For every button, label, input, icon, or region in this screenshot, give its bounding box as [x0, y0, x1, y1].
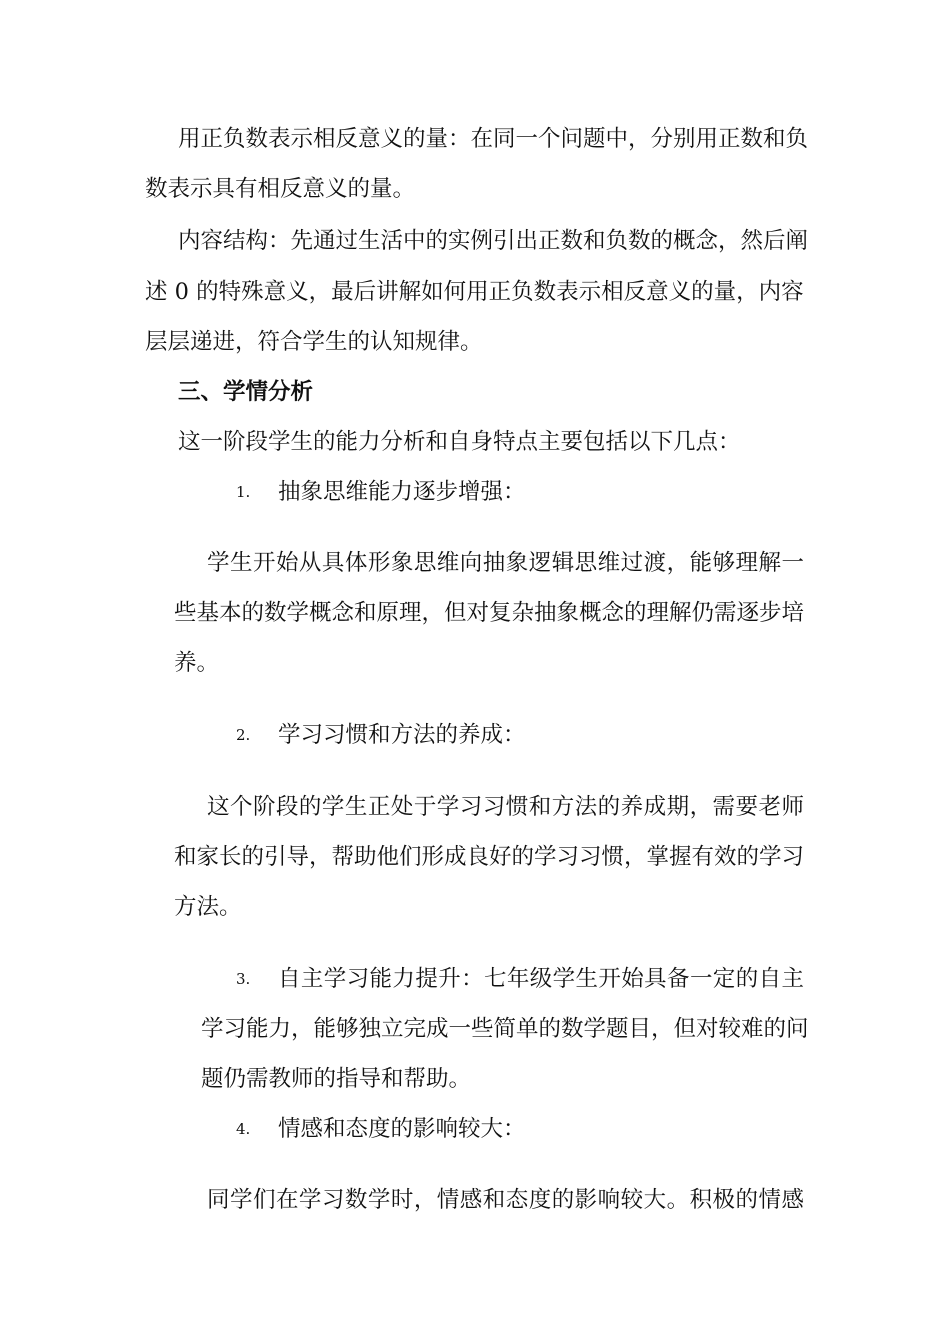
list-item-body-line: 方法。: [174, 894, 242, 920]
list-item-body-line: 和家长的引导，帮助他们形成良好的学习习惯，掌握有效的学习: [174, 844, 805, 870]
list-item-title: 情感和态度的影响较大：: [278, 1116, 526, 1142]
list-item-body-line: 学生开始从具体形象思维向抽象逻辑思维过渡，能够理解一: [207, 550, 804, 576]
list-item-number: 4.: [236, 1120, 251, 1138]
paragraph-2-line-2: 述 0 的特殊意义，最后讲解如何用正负数表示相反意义的量，内容: [145, 279, 804, 305]
paragraph-2-line-3: 层层递进，符合学生的认知规律。: [145, 329, 483, 355]
section-intro: 这一阶段学生的能力分析和自身特点主要包括以下几点：: [178, 429, 741, 455]
list-item-number: 1.: [236, 483, 251, 501]
list-item-number: 3.: [236, 970, 251, 988]
list-item-title: 自主学习能力提升：七年级学生开始具备一定的自主: [278, 966, 804, 992]
list-item-number: 2.: [236, 726, 251, 744]
list-item-body-line: 些基本的数学概念和原理，但对复杂抽象概念的理解仍需逐步培: [174, 600, 805, 626]
list-item-body-line: 题仍需教师的指导和帮助。: [201, 1066, 472, 1092]
list-item-body-line: 学习能力，能够独立完成一些简单的数学题目，但对较难的问: [201, 1016, 809, 1042]
paragraph-1-line-1: 用正负数表示相反意义的量：在同一个问题中，分别用正数和负: [178, 126, 809, 152]
list-item-body-line: 这个阶段的学生正处于学习习惯和方法的养成期，需要老师: [207, 794, 804, 820]
list-item-body-line: 同学们在学习数学时，情感和态度的影响较大。积极的情感: [207, 1187, 804, 1213]
list-item-title: 抽象思维能力逐步增强：: [278, 479, 526, 505]
section-heading: 三、学情分析: [178, 379, 314, 405]
list-item-title: 学习习惯和方法的养成：: [278, 722, 526, 748]
paragraph-2-line-1: 内容结构：先通过生活中的实例引出正数和负数的概念，然后阐: [178, 228, 809, 254]
list-item-body-line: 养。: [174, 650, 220, 676]
paragraph-1-line-2: 数表示具有相反意义的量。: [145, 176, 416, 202]
